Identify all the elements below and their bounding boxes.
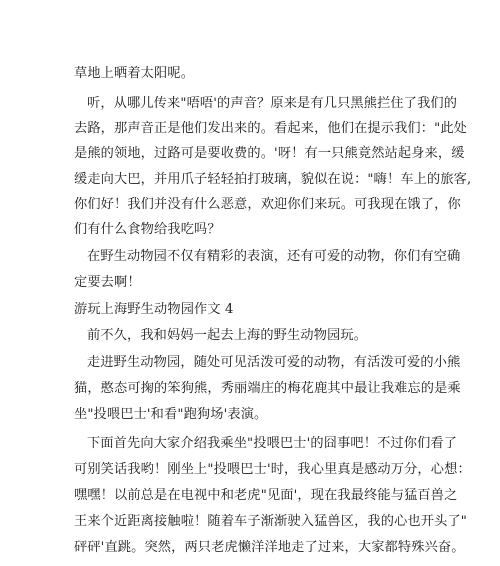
text-line: 王来个近距离接触啦！随着车子渐渐驶入猛兽区，我的心也开头了" (74, 514, 468, 529)
text-line: 草地上晒着太阳呢。 (74, 66, 195, 81)
section-heading: 游玩上海野生动物园作文 4 (74, 302, 234, 317)
paragraph-first-line: 走进野生动物园，随处可见活泼可爱的动物，有活泼可爱的小熊 (87, 355, 461, 370)
text-line: 们有什么食物给我吃吗？ (74, 222, 221, 237)
text-line: 猫，憨态可掬的笨狗熊，秀丽端庄的梅花鹿其中最让我难忘的是乘 (74, 381, 461, 396)
paragraph-first-line: 下面首先向大家介绍我乘坐"投喂巴士'的囧事吧！不过你们看了 (87, 436, 458, 451)
text-line: 坐"投喂巴士'和看"跑狗场'表演。 (74, 407, 268, 422)
paragraph-first-line: 前不久，我和妈妈一起去上海的野生动物园玩。 (87, 328, 368, 343)
text-line: 可别笑话我哟！刚坐上"投喂巴士'时，我心里真是感动万分，心想： (74, 462, 471, 477)
text-line: 是熊的领地，过路可是要收费的。'呀！有一只熊竟然站起身来，缓 (74, 146, 465, 161)
text-line: 嘿嘿！以前总是在电视中和老虎"见面'，现在我最终能与猛百兽之 (74, 488, 458, 503)
text-line: 你们好！我们并没有什么恶意，欢迎你们来玩。可我现在饿了，你 (74, 197, 461, 212)
paragraph-first-line: 在野生动物园不仅有精彩的表演，还有可爱的动物，你们有空确 (87, 249, 461, 264)
text-line: 去路，那声音正是他们发出来的。看起来，他们在提示我们："此处 (74, 121, 468, 136)
text-line: 定要去啊！ (74, 275, 141, 290)
paragraph-first-line: 听，从哪儿传来"唔唔'的声音？原来是有几只黑熊拦住了我们的 (87, 96, 458, 111)
text-line: 缓走向大巴，并用爪子轻轻拍打玻璃，貌似在说："嗨！车上的旅客, (74, 172, 472, 187)
text-line: 砰砰'直跳。突然，两只老虎懒洋洋地走了过来，大家都特殊兴奋。 (74, 540, 465, 555)
